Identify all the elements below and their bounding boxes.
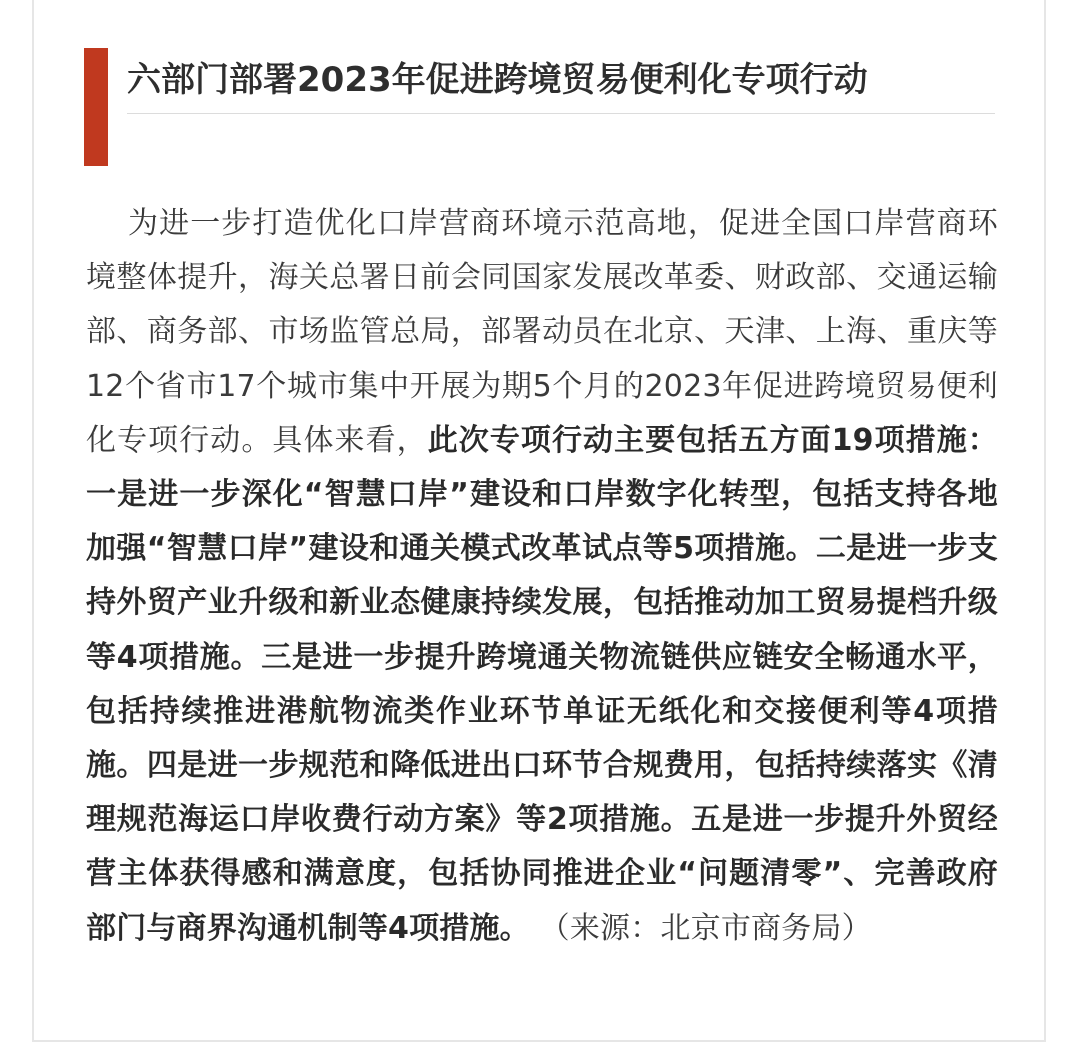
body-intro-text: 为进一步打造优化口岸营商环境示范高地，促进全国口岸营商环境整体提升，海关总署日前会同国家发展改革委、财政部、交通运输部、商务部、市场监管总局，部署动员在北京、天津、上海、重庆等12个省市17个城市集中开展为期5个月的2023年促进跨境贸易便利化专项行动。具体来看， [86, 206, 998, 458]
title-accent-bar [84, 48, 108, 166]
title-divider [127, 113, 995, 114]
article-body [86, 197, 998, 956]
article-title: 六部门部署2023年促进跨境贸易便利化专项行动 [127, 60, 868, 100]
source-note: （来源：北京市商务局） [539, 910, 872, 946]
body-bold-text: 此次专项行动主要包括五方面19项措施：一是进一步深化“智慧口岸”建设和口岸数字化转型，包括支持各地加强“智慧口岸”建设和通关模式改革试点等5项措施。二是进一步支持外贸产业升级和新业态健康持续发展，包括推动加工贸易提档升级等4项措施。三是进一步提升跨境通关物流链供应链安全畅通水平，包括持续推进港航物流类作业环节单证无纸化和交接便利等4项措施。四是进一步规范和降低进出口环节合规费用，包括持续落实《清理规范海运口岸收费行动方案》等2项措施。五是进一步提升外贸经营主体获得感和满意度，包括协同推进企业“问题清零”、完善政府部门与商界沟通机制等4项措施。 [86, 422, 998, 946]
